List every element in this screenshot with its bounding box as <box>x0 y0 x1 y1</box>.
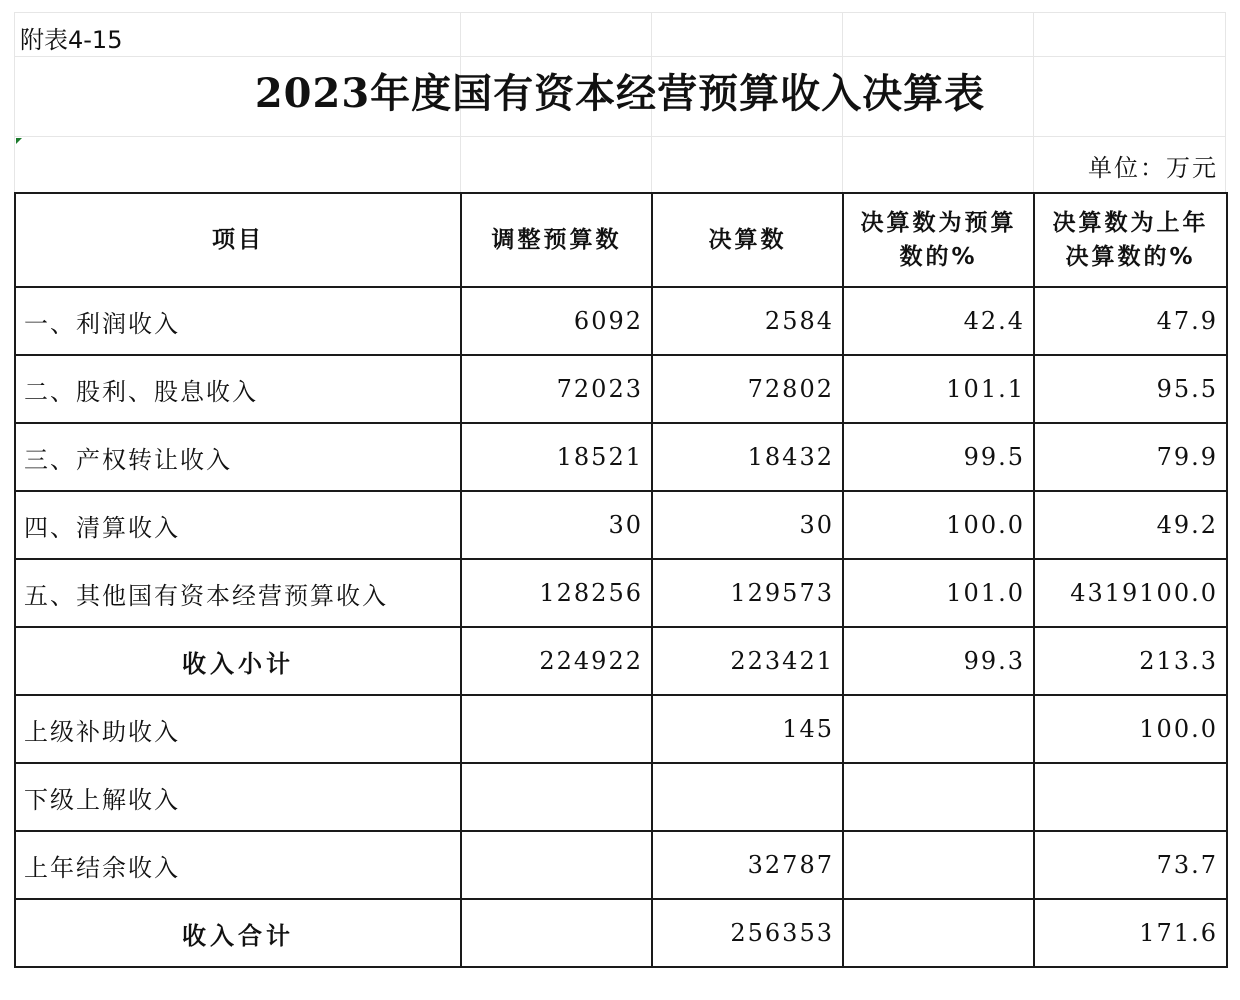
header-adjusted-budget: 调整预算数 <box>461 193 652 287</box>
grid-line <box>14 56 1226 57</box>
row-adjusted-budget <box>461 831 652 899</box>
row-adjusted-budget: 72023 <box>461 355 652 423</box>
row-pct-last-year: 73.7 <box>1034 831 1227 899</box>
row-adjusted-budget <box>461 763 652 831</box>
row-item: 一、利润收入 <box>15 287 461 355</box>
row-pct-last-year: 47.9 <box>1034 287 1227 355</box>
row-item: 收入合计 <box>15 899 461 967</box>
subtotal-row <box>15 627 1227 695</box>
row-final: 256353 <box>652 899 843 967</box>
row-pct-last-year: 171.6 <box>1034 899 1227 967</box>
table-row <box>15 423 1227 491</box>
header-pct-last-year: 决算数为上年决算数的% <box>1034 193 1227 287</box>
row-pct-budget <box>843 763 1034 831</box>
table-row <box>15 559 1227 627</box>
row-item: 三、产权转让收入 <box>15 423 461 491</box>
row-adjusted-budget <box>461 899 652 967</box>
row-adjusted-budget: 18521 <box>461 423 652 491</box>
table-row <box>15 831 1227 899</box>
row-adjusted-budget <box>461 695 652 763</box>
row-pct-budget: 100.0 <box>843 491 1034 559</box>
row-pct-last-year <box>1034 763 1227 831</box>
row-final: 2584 <box>652 287 843 355</box>
row-final: 223421 <box>652 627 843 695</box>
row-pct-last-year: 100.0 <box>1034 695 1227 763</box>
table-row <box>15 763 1227 831</box>
row-item: 收入小计 <box>15 627 461 695</box>
row-final: 30 <box>652 491 843 559</box>
total-row <box>15 899 1227 967</box>
row-final: 18432 <box>652 423 843 491</box>
row-pct-budget: 101.1 <box>843 355 1034 423</box>
row-pct-last-year: 4319100.0 <box>1034 559 1227 627</box>
cell-comment-marker <box>16 138 22 144</box>
row-pct-budget <box>843 899 1034 967</box>
table-row <box>15 695 1227 763</box>
row-pct-budget: 42.4 <box>843 287 1034 355</box>
header-pct-budget: 决算数为预算数的% <box>843 193 1034 287</box>
page-title: 2023年度国有资本经营预算收入决算表 <box>254 70 986 117</box>
row-pct-budget: 99.3 <box>843 627 1034 695</box>
row-adjusted-budget: 128256 <box>461 559 652 627</box>
row-pct-budget: 99.5 <box>843 423 1034 491</box>
row-final: 145 <box>652 695 843 763</box>
grid-line <box>14 12 1226 13</box>
row-item: 下级上解收入 <box>15 763 461 831</box>
row-final: 32787 <box>652 831 843 899</box>
table-row <box>15 287 1227 355</box>
row-pct-budget <box>843 695 1034 763</box>
row-item: 上级补助收入 <box>15 695 461 763</box>
row-item: 上年结余收入 <box>15 831 461 899</box>
row-adjusted-budget: 6092 <box>461 287 652 355</box>
row-pct-last-year: 213.3 <box>1034 627 1227 695</box>
row-item: 二、股利、股息收入 <box>15 355 461 423</box>
row-pct-last-year: 49.2 <box>1034 491 1227 559</box>
row-final: 129573 <box>652 559 843 627</box>
grid-line <box>14 136 1226 137</box>
row-pct-last-year: 95.5 <box>1034 355 1227 423</box>
table-row <box>15 491 1227 559</box>
row-final <box>652 763 843 831</box>
unit-label: 单位：万元 <box>1088 154 1218 182</box>
row-final: 72802 <box>652 355 843 423</box>
row-pct-budget: 101.0 <box>843 559 1034 627</box>
table-header-row <box>15 193 1227 287</box>
row-pct-last-year: 79.9 <box>1034 423 1227 491</box>
table-row <box>15 355 1227 423</box>
row-pct-budget <box>843 831 1034 899</box>
header-item: 项目 <box>15 193 461 287</box>
row-item: 五、其他国有资本经营预算收入 <box>15 559 461 627</box>
revenue-table <box>14 192 1228 968</box>
appendix-label: 附表4-15 <box>20 26 123 54</box>
row-adjusted-budget: 30 <box>461 491 652 559</box>
row-adjusted-budget: 224922 <box>461 627 652 695</box>
header-final: 决算数 <box>652 193 843 287</box>
row-item: 四、清算收入 <box>15 491 461 559</box>
